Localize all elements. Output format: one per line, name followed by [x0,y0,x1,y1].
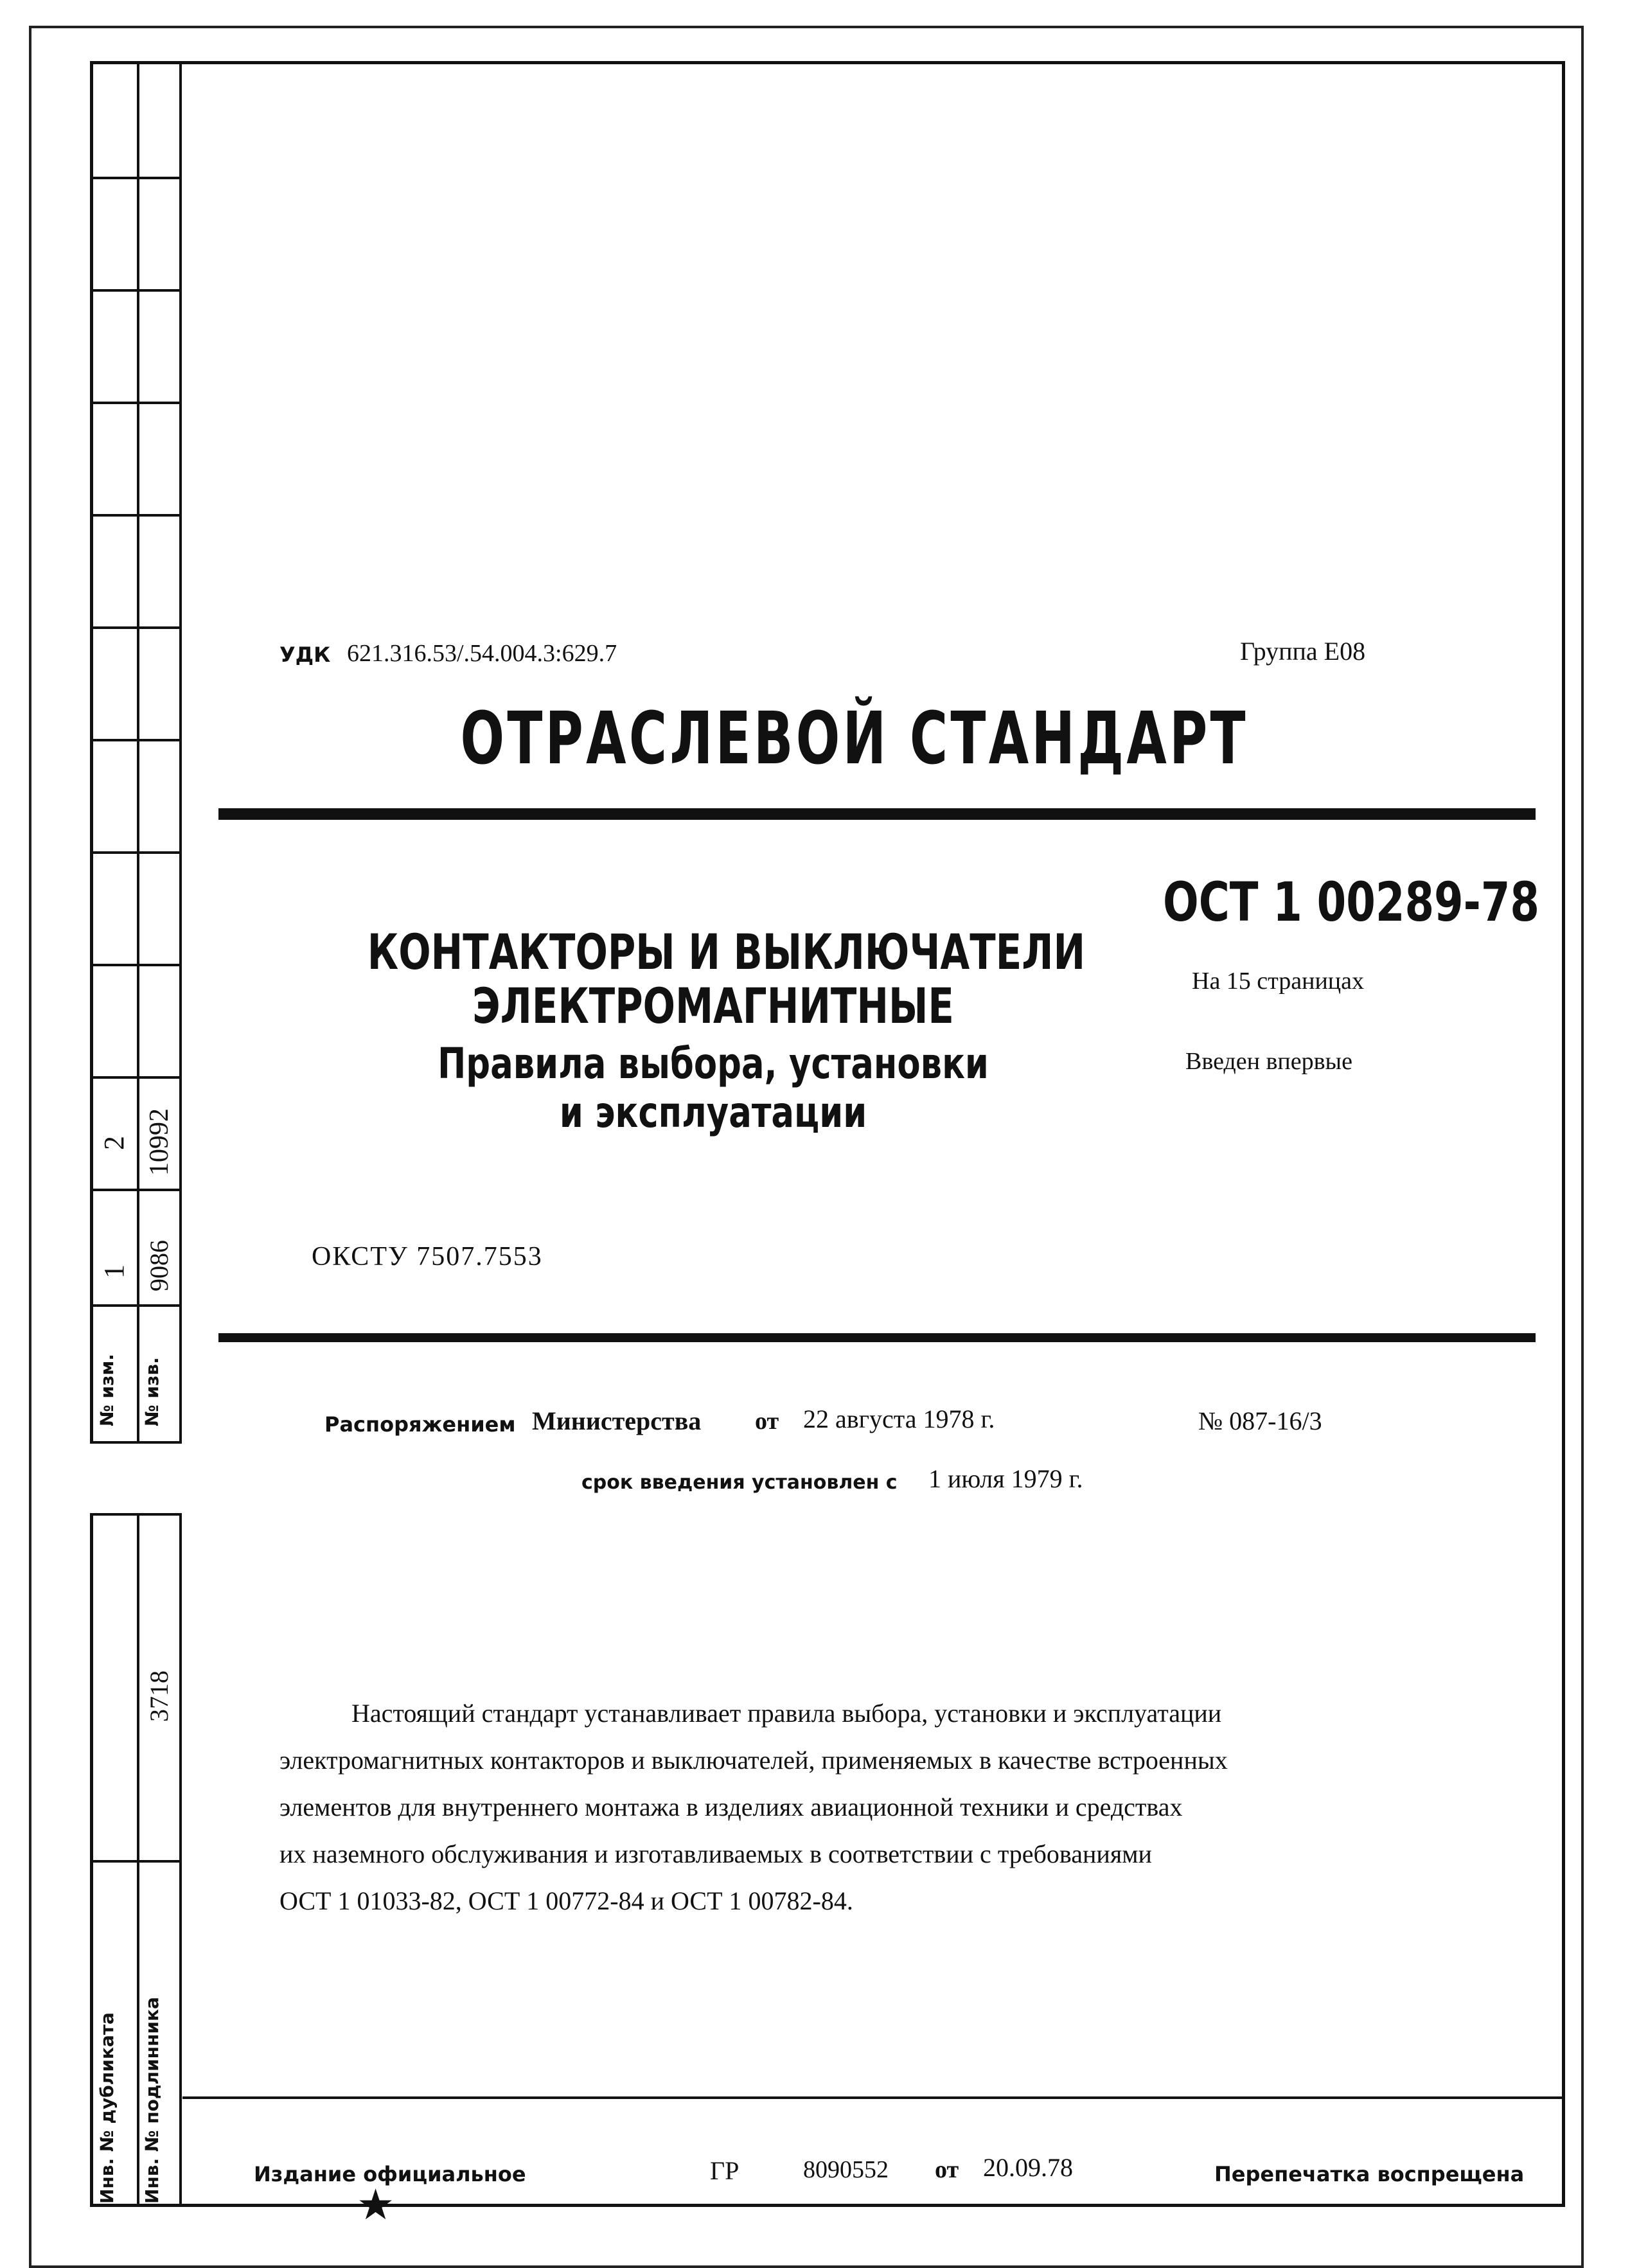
notice-number-9086: 9086 [145,1240,173,1291]
order-number: № 087-16/3 [1198,1406,1322,1435]
side-row-line [90,1076,182,1079]
standard-name-line1: КОНТАКТОРЫ И ВЫКЛЮЧАТЕЛИ [367,923,1086,980]
change-number-2: 2 [98,1136,130,1150]
notice-number-label: № изв. [141,1357,163,1426]
gr-from: от [935,2156,959,2183]
change-number-label: № изм. [96,1354,118,1426]
side-row-line [90,1441,182,1444]
body-line: ОСТ 1 01033-82, ОСТ 1 00772-84 и ОСТ 1 00782-84. [279,1886,853,1915]
footer-rule [182,2096,1565,2099]
side-row-line [90,514,182,517]
duplicate-inventory-label: Инв. № дубликата [96,2012,118,2204]
side-row-line [90,739,182,741]
udk-label: УДК [279,642,331,667]
body-line: элементов для внутреннего монтажа в изделиях авиационной техники и средствах [279,1793,1183,1821]
page-count: На 15 страницах [1192,968,1364,995]
side-column-divider [179,61,182,2207]
order-from: от [755,1408,779,1435]
introduced-note: Введен впервые [1185,1048,1352,1075]
notice-number-10992: 10992 [145,1108,174,1176]
side-row-line [90,402,182,404]
bottom-thick-rule [218,1333,1536,1342]
term-date: 1 июля 1979 г. [928,1464,1083,1493]
standard-name-line2: ЭЛЕКТРОМАГНИТНЫЕ [472,977,954,1034]
reprint-prohibited: Перепечатка воспрещена [1214,2162,1525,2186]
term-label: срок введения установлен с [581,1471,898,1494]
side-row-line [90,626,182,629]
star-icon: ★ [357,2182,395,2229]
side-table-gap [90,1442,182,1513]
body-paragraph [279,1690,1558,1924]
group-code: Группа Е08 [1240,637,1366,666]
side-column-divider [137,61,139,2207]
gr-number: 8090552 [803,2156,889,2183]
top-thick-rule [218,808,1536,820]
standard-name [270,925,1156,1136]
official-edition: Издание официальное [254,2162,526,2186]
original-inventory-label: Инв. № подлинника [141,1997,163,2204]
standard-subtitle-line1: Правила выбора, установки [438,1039,989,1088]
side-row-line [90,1304,182,1307]
udk-code: 621.316.53/.54.004.3:629.7 [347,640,617,667]
side-row-line [90,289,182,292]
ministry-label: Министерства [532,1406,702,1435]
side-row-line [90,851,182,854]
side-row-line [90,964,182,966]
gr-label: ГР [710,2156,740,2185]
body-line: Настоящий стандарт устанавливает правила выбора, установки и эксплуатации [351,1699,1222,1728]
change-number-1: 1 [98,1264,130,1279]
body-line: электромагнитных контакторов и выключателей, применяемых в качестве встроенных [279,1746,1228,1775]
side-row-line [90,177,182,179]
standard-number-wrapper [1163,871,1540,934]
oksty-code: ОКСТУ 7507.7553 [312,1242,543,1271]
order-date: 22 августа 1978 г. [803,1404,995,1433]
title-wrapper [212,697,1497,781]
side-row-line [90,1189,182,1191]
standard-number: ОСТ 1 00289-78 [1163,871,1540,934]
original-inventory-number: 3718 [145,1670,173,1722]
gr-date: 20.09.78 [983,2153,1073,2182]
side-row-line [90,1513,182,1516]
body-line: их наземного обслуживания и изготавливаемых в соответствии с требованиями [279,1839,1152,1868]
side-row-line [90,1860,182,1863]
standard-subtitle-line2: и эксплуатации [559,1088,867,1137]
order-label: Распоряжением [324,1412,516,1437]
document-title: ОТРАСЛЕВОЙ СТАНДАРТ [460,697,1249,781]
